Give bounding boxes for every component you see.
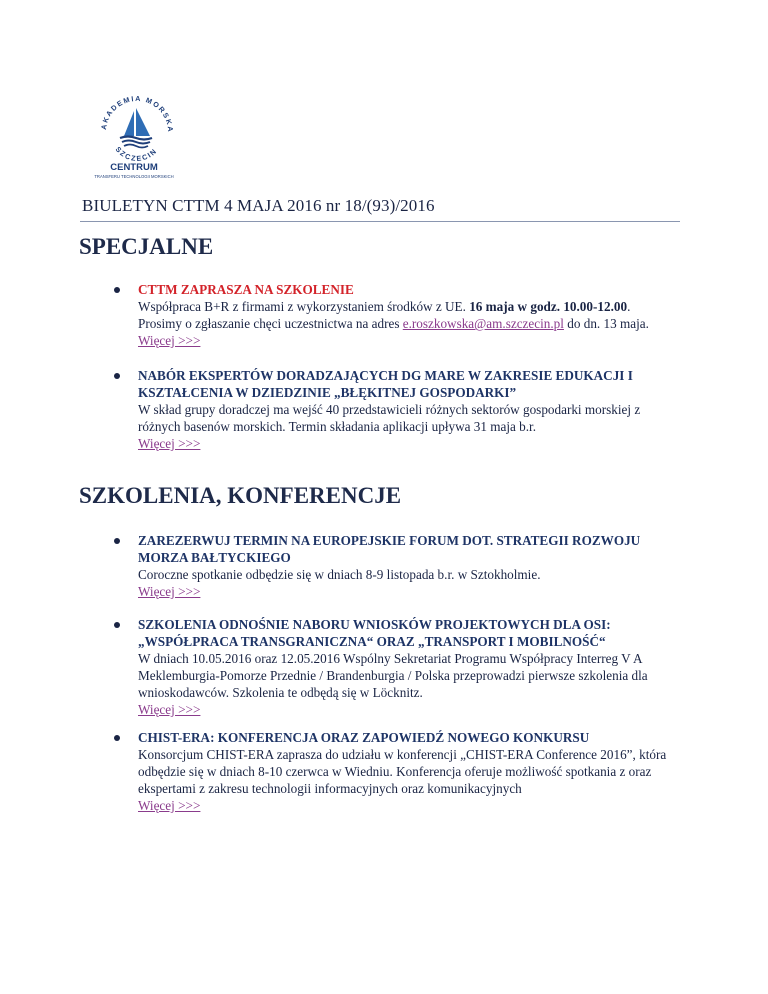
more-link[interactable]: Więcej >>> bbox=[138, 333, 201, 348]
section-heading-specjalne: SPECJALNE bbox=[79, 234, 214, 259]
bullet-icon bbox=[114, 287, 120, 293]
logo-centrum-text: CENTRUM bbox=[110, 162, 158, 173]
item-title: NABÓR EKSPERTÓW DORADZAJĄCYCH DG MARE W ZAKRESIE EDUKACJI I KSZTAŁCENIA W DZIEDZINIE „BŁĘKITNEJ GOSPODARKI” bbox=[138, 368, 633, 400]
email-link[interactable]: e.roszkowska@am.szczecin.pl bbox=[402, 316, 564, 331]
item-text-part: . bbox=[627, 299, 631, 314]
item-text-part: Prosimy o zgłaszanie chęci uczestnictwa na adres bbox=[138, 316, 403, 331]
bullet-icon bbox=[114, 735, 120, 741]
logo bbox=[92, 86, 182, 181]
logo-arc-text: AKADEMIA MORSKA bbox=[98, 93, 176, 134]
item-text-part: do dn. 13 maja. bbox=[563, 316, 649, 331]
sail-emblem-icon bbox=[92, 86, 182, 181]
item-title: CHIST-ERA: KONFERENCJA ORAZ ZAPOWIEDŹ NOWEGO KONKURSU bbox=[138, 730, 590, 745]
item-title: ZAREZERWUJ TERMIN NA EUROPEJSKIE FORUM DOT. STRATEGII ROZWOJU MORZA BAŁTYCKIEGO bbox=[138, 533, 641, 565]
item-text: Konsorcjum CHIST-ERA zaprasza do udziału w konferencji „CHIST-ERA Conference 2016”, która odbędzie się w dniach 8-10 czerwca w Wiedniu. Konferencja oferuje możliwość spotkania z oraz ekspertami z zakresu technologii informacyjnych oraz komunikacyjnych bbox=[138, 747, 667, 796]
bullet-icon bbox=[114, 622, 120, 628]
title-divider bbox=[80, 221, 680, 222]
list-item bbox=[80, 367, 680, 453]
logo-city-text: SZCZECIN bbox=[113, 144, 159, 164]
item-title: CTTM ZAPRASZA NA SZKOLENIE bbox=[138, 282, 354, 297]
bullet-icon bbox=[114, 373, 120, 379]
list-item bbox=[80, 281, 680, 350]
more-link[interactable]: Więcej >>> bbox=[138, 584, 201, 599]
section-heading-szkolenia: SZKOLENIA, KONFERENCJE bbox=[79, 483, 402, 508]
item-text-part: Współpraca B+R z firmami z wykorzystaniem środków z UE. bbox=[138, 299, 470, 314]
item-text: W skład grupy doradczej ma wejść 40 przedstawicieli różnych sektorów gospodarki morskiej z różnych basenów morskich. Termin składania aplikacji upływa 31 maja b.r. bbox=[138, 402, 641, 434]
more-link[interactable]: Więcej >>> bbox=[138, 436, 201, 451]
bullet-icon bbox=[114, 538, 120, 544]
logo-subtitle-text: TRANSFERU TECHNOLOGII MORSKICH bbox=[94, 174, 174, 179]
svg-text:SZCZECIN bbox=[114, 145, 159, 163]
page-title: BIULETYN CTTM 4 MAJA 2016 nr 18/(93)/2016 bbox=[82, 196, 435, 215]
list-item bbox=[80, 729, 680, 815]
item-text bbox=[138, 298, 678, 332]
item-text: Coroczne spotkanie odbędzie się w dniach 8-9 listopada b.r. w Sztokholmie. bbox=[138, 567, 541, 582]
item-title: SZKOLENIA ODNOŚNIE NABORU WNIOSKÓW PROJEKTOWYCH DLA OSI: „WSPÓŁPRACA TRANSGRANICZNA“ ORAZ „TRANSPORT I MOBILNOŚĆ“ bbox=[138, 617, 611, 649]
more-link[interactable]: Więcej >>> bbox=[138, 798, 201, 813]
more-link[interactable]: Więcej >>> bbox=[138, 702, 201, 717]
item-text: W dniach 10.05.2016 oraz 12.05.2016 Wspólny Sekretariat Programu Współpracy Interreg V A Meklemburgia-Pomorze Przednie / Brandenburgia / Polska przeprowadzi pierwsze szkolenia dla wnioskodawców. Szkolenia te odbędą się w Löcknitz. bbox=[138, 651, 648, 700]
list-item bbox=[80, 616, 680, 719]
item-date-bold: 16 maja w godz. 10.00-12.00 bbox=[469, 299, 628, 314]
list-item bbox=[80, 532, 680, 601]
